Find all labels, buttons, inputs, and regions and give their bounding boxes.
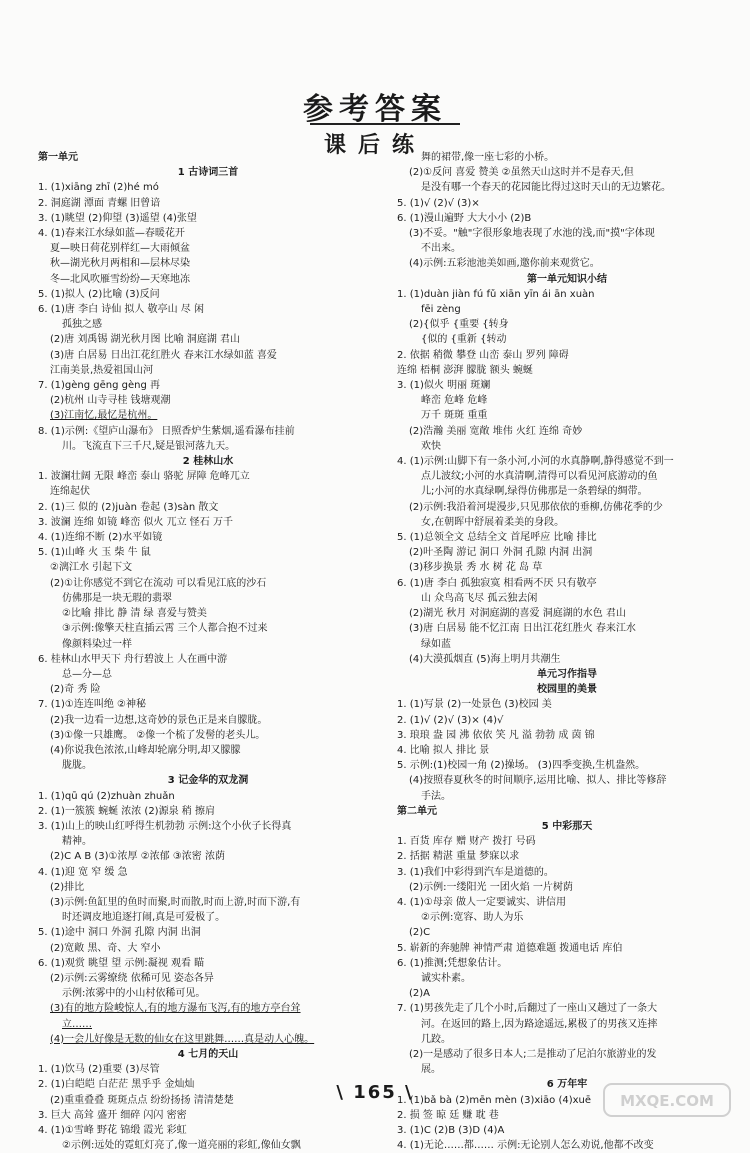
answer-line: (2)叶圣陶 游记 洞口 外洞 孔隙 内洞 出洞 (409, 547, 593, 559)
answer-line: (3)有的地方险峻惊人,有的地方瀑布飞泻,有的地方亭台耸 (50, 1003, 301, 1015)
answer-line: 冬—北风吹雁雪纷纷—天寒地冻 (50, 273, 190, 285)
answer-line: 连绵 梧桐 澎湃 朦胧 额头 蜿蜒 (397, 364, 533, 376)
answer-line: 绿如蓝 (421, 638, 451, 650)
answer-line: 5. (1)途中 洞口 外洞 孔隙 内洞 出洞 (38, 927, 201, 939)
answer-line: 1. (1)饮马 (2)重要 (3)尽管 (38, 1064, 160, 1076)
answer-line: 2. (1)√ (2)√ (3)× (4)√ (397, 714, 504, 726)
answer-line: 7. (1)男孩先走了几个小时,后翻过了一座山又趟过了一条大 (397, 1003, 658, 1015)
answer-line: (4)示例:五彩池池美如画,邀你前来观赏它。 (409, 258, 600, 270)
answer-line: (2)C A B (3)①浓厚 ②浓郁 ③浓密 浓荫 (50, 851, 225, 863)
page-subtitle: 课后练 (323, 132, 426, 158)
answer-line: (4)你说我色浓浓,山峰却轮廓分明,却又朦朦 (50, 744, 241, 756)
answer-line: (2)杭州 山寺寻桂 钱塘观潮 (50, 395, 171, 407)
answer-line: 8. (1)示例:《望庐山瀑布》 日照香炉生紫烟,遥看瀑布挂前 (38, 425, 295, 437)
answer-line: (3)唐 白居易 日出江花红胜火 春来江水绿如蓝 喜爱 (50, 349, 277, 361)
watermark-graphic (602, 1082, 732, 1118)
answer-line: 3. 波澜 连绵 如镜 峰峦 似火 兀立 怪石 万千 (38, 516, 233, 528)
title-underline (310, 123, 460, 125)
answer-line: 仿佛那是一块无瑕的翡翠 (62, 592, 172, 604)
answer-line: {似的 {重新 {转动 (421, 334, 507, 346)
answer-line: (4)一会儿好像是无数的仙女在这里跳舞……真是动人心魄。 (50, 1033, 315, 1045)
answer-line: (3)唐 白居易 能不忆江南 日出江花红胜火 春来江水 (409, 623, 636, 635)
answer-line: 6. (1)唐 李白 诗仙 拟人 敬亭山 尽 闲 (38, 304, 204, 316)
section-heading: 单元习作指导 (537, 668, 597, 680)
answer-line: 连绵起伏 (50, 486, 90, 498)
answer-line: 手法。 (421, 790, 451, 802)
answer-line: 4. (1)示例:山脚下有一条小河,小河的水真静啊,静得感觉不到一 (397, 456, 674, 468)
answer-line: 3. (1)眺望 (2)仰望 (3)遥望 (4)张望 (38, 212, 197, 224)
answer-line: 4. (1)①雪峰 野花 锦缎 霞光 彩虹 (38, 1125, 187, 1136)
answer-line: (2)唐 刘禹锡 湖光秋月图 比喻 洞庭湖 君山 (50, 334, 241, 346)
answer-line: 是没有哪一个春天的花园能比得过这时天山的无边繁花。 (421, 182, 671, 194)
answer-line: 4. (1)①母亲 做人一定要诚实、讲信用 (397, 896, 567, 908)
answer-line: 秋—湖光秋月两相和—层林尽染 (50, 258, 190, 270)
answer-line: 6. (1)推测;凭想象估计。 (397, 957, 508, 969)
answer-line: 夏—映日荷花别样红—大雨倾盆 (50, 243, 190, 255)
answer-line: 4. (1)迎 宽 窄 缓 急 (38, 866, 128, 878)
answer-line: 6. (1)唐 李白 孤独寂寞 相看两不厌 只有敬亭 (397, 577, 597, 589)
answer-line: 2. (1)三 似的 (2)juàn 卷起 (3)sàn 散文 (38, 501, 219, 513)
answer-line: 川。飞流直下三千尺,疑是银河落九天。 (62, 440, 236, 452)
section-heading: 3 记金华的双龙洞 (167, 775, 249, 787)
answer-line: 2. 括据 精湛 重量 梦寐以求 (397, 851, 520, 863)
answer-line: 3. 琅琅 盎 园 沸 依依 笑 凡 溢 勃勃 成 茵 锦 (397, 729, 595, 741)
answer-line: 1. (1)qū qú (2)zhuàn zhuǎn (38, 790, 175, 802)
answer-line: 2. 依据 稍微 攀登 山峦 泰山 罗列 障碍 (397, 349, 569, 361)
answer-line: (2)重重叠叠 斑斑点点 纷纷扬扬 清清楚楚 (50, 1094, 234, 1106)
answer-line: 山 众鸟高飞尽 孤云独去闲 (421, 592, 538, 604)
answer-line: 欢快 (421, 440, 441, 452)
answer-line: (3)江南忆,最忆是杭州。 (50, 410, 158, 422)
answer-line: (2){似乎 {重要 {转身 (409, 319, 509, 331)
answer-line: (2)A (409, 988, 431, 1000)
answer-line: 1. (1)写景 (2)一处景色 (3)校园 美 (397, 699, 552, 711)
answer-line: 4. 比喻 拟人 排比 景 (397, 744, 490, 756)
answer-line: (2)示例:云雾缭绕 依稀可见 姿态各异 (50, 972, 214, 984)
section-heading: 4 七月的天山 (177, 1048, 239, 1060)
answer-line: fēi zèng (421, 304, 461, 316)
answer-line: (2)一是感动了很多日本人;二是推动了尼泊尔旅游业的发 (409, 1048, 657, 1060)
page-title: 参考答案 (303, 92, 447, 127)
answer-line: (3)不妥。"触"字很形象地表现了水池的浅,而"摸"字体现 (409, 228, 655, 240)
answer-line: 孤独之感 (62, 319, 102, 331)
answer-line: 4. (1)连绵不断 (2)水平如镜 (38, 532, 163, 544)
answer-line: (2)C (409, 927, 431, 939)
answer-line: 胧胧。 (62, 760, 92, 772)
answer-line: 7. (1)①连连叫绝 ②神秘 (38, 699, 146, 711)
answer-line: 5. (1)拟人 (2)比喻 (3)反问 (38, 288, 160, 300)
answer-line: 3. (1)似火 明丽 斑斓 (397, 380, 491, 392)
answer-line: 1. (1)bǎ bà (2)mēn mèn (3)xiāo (4)xuē (397, 1094, 592, 1106)
answer-line: 1. (1)xiāng zhī (2)hé mó (38, 182, 159, 194)
answer-line: 不出来。 (421, 243, 461, 255)
answer-line: ②漓江水 引起下文 (50, 562, 133, 574)
answer-line: 5. (1)√ (2)√ (3)× (397, 197, 480, 209)
answer-line: (2)宽敞 黑、奇、大 窄小 (50, 942, 161, 954)
answer-line: 1. 波澜壮阔 无限 峰峦 泰山 骆驼 屏障 危峰兀立 (38, 471, 250, 483)
answer-line: (2)排比 (50, 881, 85, 893)
answer-line: 4. (1)无论……都…… 示例:无论别人怎么劝说,他都不改变 (397, 1140, 654, 1152)
answer-line: 江南美景,热爱祖国山河 (50, 364, 154, 376)
answer-line: (2)奇 秀 险 (50, 684, 101, 696)
answer-line: 女,在朝晖中舒展着柔美的身段。 (421, 516, 565, 528)
answer-line: 展。 (421, 1064, 441, 1076)
section-heading: 2 桂林山水 (182, 456, 234, 468)
answer-line: (2)我一边看一边想,这奇妙的景色正是来自朦胧。 (50, 714, 268, 726)
answer-line: 河。在返回的路上,因为路途遥远,累极了的男孩又连摔 (421, 1018, 658, 1030)
answer-line: 精神。 (62, 836, 92, 848)
answer-line: 2. 洞庭湖 潭面 青螺 旧曾谙 (38, 197, 161, 209)
answer-line: 像颜料染过一样 (62, 638, 132, 650)
answer-line: 3. (1)我们中彩得到汽车是道德的。 (397, 866, 554, 878)
answer-line: ②示例:远处的霓虹灯亮了,像一道亮丽的彩虹,像仙女飘 (62, 1140, 301, 1152)
answer-line: (2)浩瀚 美丽 宽敞 堆伟 火红 连绵 奇妙 (409, 425, 583, 437)
answer-line: 2. 损 签 晾 廷 赚 耽 巷 (397, 1109, 499, 1121)
answer-line: 1. (1)duàn jiàn fú fǔ xiān yīn ái ān xuàn (397, 288, 595, 300)
answer-line: 5. 崭新的奔驰牌 神情严肃 道德难题 拨通电话 库伯 (397, 942, 623, 954)
answer-line: (2)①让你感觉不到它在流动 可以看见江底的沙石 (50, 577, 267, 589)
answer-line: 几跤。 (421, 1033, 451, 1045)
answer-line: 3. (1)C (2)B (3)D (4)A (397, 1125, 505, 1136)
answer-line: (3)移步换景 秀 水 树 花 岛 草 (409, 562, 543, 574)
answer-line: 点儿波纹;小河的水真清啊,清得可以看见河底游动的鱼 (421, 471, 658, 483)
answer-line: (2)①反问 喜爱 赞美 ②虽然天山这时并不是春天,但 (409, 167, 634, 179)
answer-line: 儿;小河的水真绿啊,绿得仿佛那是一条碧绿的绸带。 (421, 486, 648, 498)
section-heading: 校园里的美景 (537, 684, 597, 696)
answer-line: 舞的裙带,像一座七彩的小桥。 (421, 152, 555, 163)
answer-line: 6. (1)观赏 眺望 望 示例:凝视 观看 瞄 (38, 957, 205, 969)
answer-line: 3. (1)山上的映山红呼得生机勃勃 示例:这个小伙子长得真 (38, 820, 292, 832)
answer-line: (2)示例:我沿着河堤漫步,只见那依依的垂柳,仿佛花季的少 (409, 501, 663, 513)
answer-line: 1. 百货 库存 赠 财产 拨打 号码 (397, 836, 536, 848)
answer-line: 3. 巨大 高耸 盛开 细碎 闪闪 密密 (38, 1109, 187, 1121)
answer-line: 万千 斑斑 重重 (421, 410, 488, 422)
section-heading: 5 中彩那天 (541, 820, 593, 832)
section-heading: 6 万年牢 (546, 1079, 588, 1091)
answer-line: 时还调皮地追逐打闹,真是可爱极了。 (62, 912, 226, 924)
answer-line: 2. (1)白皑皑 白茫茫 黑乎乎 金灿灿 (38, 1079, 195, 1091)
answer-line: 5. (1)总领全文 总结全文 首尾呼应 比喻 排比 (397, 532, 597, 544)
answer-line: (4)大漠孤烟直 (5)海上明月共潮生 (409, 653, 561, 665)
answer-line: ②示例:宽容、助人为乐 (421, 912, 524, 924)
watermark-text: MXQE.COM (620, 1092, 714, 1110)
answer-line: (4)按照春夏秋冬的时间顺序,运用比喻、拟人、排比等修辞 (409, 775, 667, 787)
answer-line: 总—分—总 (62, 668, 112, 680)
answer-line: 4. (1)春来江水绿如蓝—春暖花开 (38, 228, 185, 240)
answer-line: 5. (1)山峰 火 玉 柴 牛 鼠 (38, 547, 151, 559)
section-heading: 1 古诗词三首 (177, 167, 239, 179)
answer-line: 2. (1)一簇簇 蜿蜒 浓浓 (2)源泉 稍 擦肩 (38, 805, 215, 817)
answer-line: 立…… (62, 1018, 92, 1030)
answer-line: (2)示例:一缕阳光 一团火焰 一片树荫 (409, 881, 573, 893)
section-heading: 第二单元 (397, 805, 437, 817)
answer-line: ②比喻 排比 静 清 绿 喜爱与赞美 (62, 608, 207, 620)
section-heading: 第一单元 (38, 152, 78, 163)
answer-line: ③示例:像擎天柱直插云霄 三个人都合抱不过来 (62, 623, 268, 635)
answer-line: 峰峦 危峰 危峰 (421, 395, 488, 407)
answer-line: 示例:浓雾中的小山村依稀可见。 (62, 988, 206, 1000)
section-heading: 第一单元知识小结 (527, 273, 607, 285)
answer-line: 5. 示例:(1)校园一角 (2)操场。 (3)四季变换,生机盎然。 (397, 760, 646, 772)
watermark-logo (602, 1082, 732, 1118)
answer-line: (3)①像一只雄鹰。 ②像一个梳了发髻的老头儿。 (50, 729, 266, 741)
answer-line: 7. (1)gèng gēng gèng 再 (38, 380, 160, 392)
page-number: \ 165 \ (336, 1082, 414, 1103)
answer-line: (2)湖光 秋月 对洞庭湖的喜爱 洞庭湖的水色 君山 (409, 608, 626, 620)
answer-line: 6. 桂林山水甲天下 舟行碧波上 人在画中游 (38, 653, 228, 665)
answer-line: (3)示例:鱼缸里的鱼时而聚,时而散,时而上游,时而下游,有 (50, 896, 301, 908)
answer-line: 诚实朴素。 (421, 972, 471, 984)
answer-line: 6. (1)漫山遍野 大大小小 (2)B (397, 212, 532, 224)
